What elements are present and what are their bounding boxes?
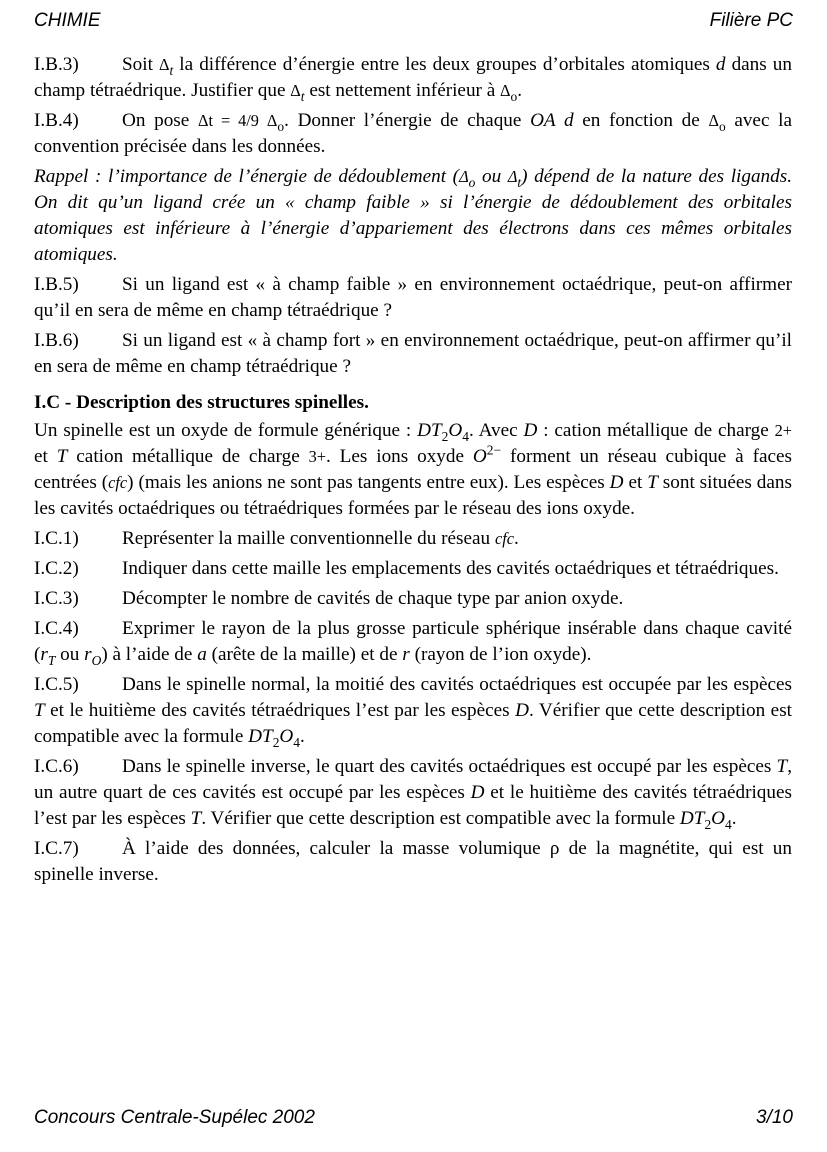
question-ib3: I.B.3) Soit $\Delta_t$ la différence d’énergie entre les deux groupes d’orbitales atomiques d dans un champ tétraédrique. Justifier que $\Delta_t$ est nettement inférieur à $\Delta_o$. [34, 54, 792, 104]
question-number: I.C.5) [34, 674, 79, 695]
question-number: I.B.3) [34, 54, 79, 75]
question-ib4: I.B.4) On pose Δt = 4/9 $\Delta_o$. Donner l’énergie de chaque OA d en fonction de $\Delta_o$ avec la convention précisée dans les données. [34, 110, 792, 157]
reminder-note: Rappel : l’importance de l’énergie de dédoublement ($\Delta_o$ ou $\Delta_t$) dépend de la nature des ligands. On dit qu’un ligand crée un « champ faible » si l’énergie de dédoublement des orbitales atomiques est inférieure à l’énergie d’appariement des électrons dans ces mêmes orbitales atomiques. [34, 166, 793, 265]
question-number: I.B.6) [34, 330, 79, 351]
question-number: I.B.5) [34, 274, 79, 295]
header-subject: CHIMIE [34, 10, 101, 31]
question-number: I.C.2) [34, 558, 79, 579]
question-ib5: I.B.5) Si un ligand est « à champ faible » en environnement octaédrique, peut-on affirmer qu’il en sera de même en champ tétraédrique ? [34, 274, 792, 321]
question-number: I.B.4) [34, 110, 79, 131]
question-number: I.C.6) [34, 756, 79, 777]
question-ic1: I.C.1) Représenter la maille conventionnelle du réseau cfc. [34, 526, 792, 552]
question-number: I.C.1) [34, 528, 79, 549]
header-track: Filière PC [709, 10, 793, 31]
question-number: I.C.4) [34, 618, 79, 639]
question-number: I.C.3) [34, 588, 79, 609]
question-ic6: I.C.6) Dans le spinelle inverse, le quart des cavités octaédriques est occupé par les espèces T, un autre quart de ces cavités est occupé par les espèces D et le huitième des cavités tétraédriques l’est par les espèces T. Vérifier que cette description est compatible avec la formule $DT_2O_4$. [34, 756, 792, 832]
footer-contest: Concours Centrale-Supélec 2002 [34, 1107, 315, 1128]
section-title-ic: I.C - Description des structures spinelles. [34, 392, 369, 413]
question-ib6: I.B.6) Si un ligand est « à champ fort » en environnement octaédrique, peut-on affirmer qu’il en sera de même en champ tétraédrique ? [34, 330, 792, 377]
question-number: I.C.7) [34, 838, 79, 859]
page-number: 3/10 [756, 1107, 793, 1128]
question-ic7: I.C.7) À l’aide des données, calculer la masse volumique ρ de la magnétite, qui est un spinelle inverse. [34, 838, 792, 885]
question-ic5: I.C.5) Dans le spinelle normal, la moitié des cavités octaédriques est occupée par les espèces T et le huitième des cavités tétraédriques l’est par les espèces D. Vérifier que cette description est compatible avec la formule $DT_2O_4$. [34, 674, 792, 750]
page-header [34, 10, 793, 34]
page-footer [34, 1107, 793, 1131]
question-ic3: I.C.3) Décompter le nombre de cavités de chaque type par anion oxyde. [34, 586, 792, 612]
page-content [34, 52, 792, 892]
section-intro: Un spinelle est un oxyde de formule générique : $DT_2O_4$. Avec D : cation métallique de charge 2+ et T cation métallique de charge 3+. Les ions oxyde $O^{2-}$ forment un réseau cubique à faces centrées (cfc) (mais les anions ne sont pas tangents entre eux). Les espèces D et T sont situées dans les cavités octaédriques ou tétraédriques formées par le réseau des ions oxyde. [34, 420, 792, 519]
question-ic2: I.C.2) Indiquer dans cette maille les emplacements des cavités octaédriques et tétraédriques. [34, 556, 792, 582]
question-ic4: I.C.4) Exprimer le rayon de la plus grosse particule sphérique insérable dans chaque cavité ($r_T$ ou $r_O$) à l’aide de a (arête de la maille) et de r (rayon de l’ion oxyde). [34, 618, 792, 668]
